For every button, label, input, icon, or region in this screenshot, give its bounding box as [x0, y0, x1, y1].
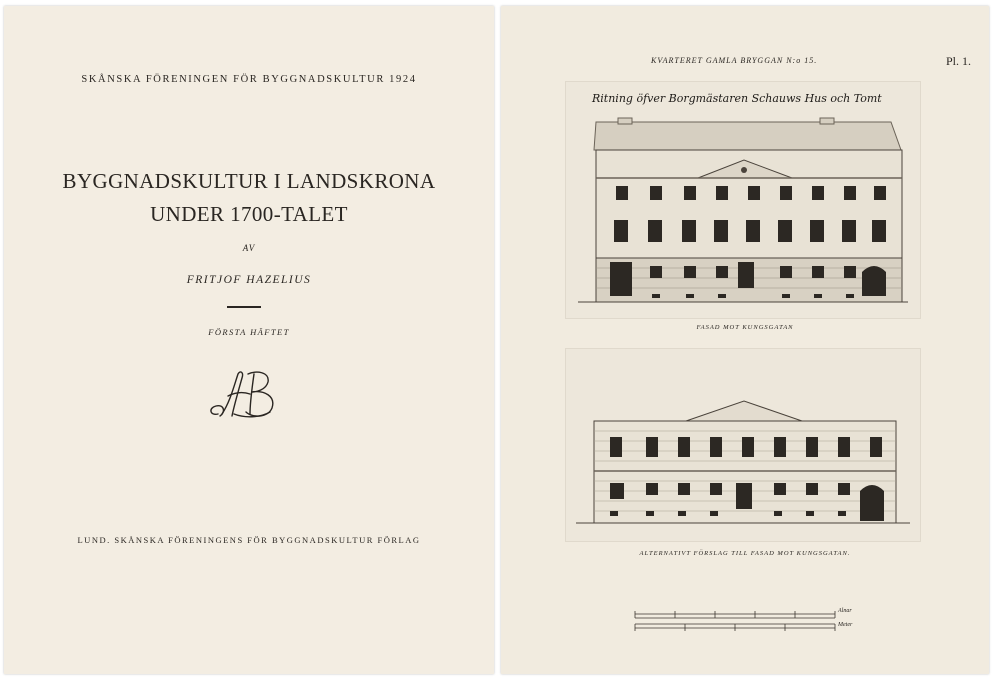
title-page — [4, 6, 494, 674]
scale-bar — [631, 604, 861, 634]
publisher-line: LUND. SKÅNSKA FÖRENINGENS FÖR BYGGNADSKULTUR FÖRLAG — [77, 535, 421, 545]
caption-1: FASAD MOT KUNGSGATAN — [696, 324, 794, 331]
caption-2: ALTERNATIVT FÖRSLAG TILL FASAD MOT KUNGSGATAN. — [639, 550, 851, 557]
scale-label-top: Alnar — [838, 608, 852, 614]
title-line-1: BYGGNADSKULTUR I LANDSKRONA — [62, 169, 436, 193]
drawing-inscription: Ritning öfver Borgmästaren Schauws Hus och Tomt — [592, 92, 882, 105]
plate-number: Pl. 1. — [945, 54, 971, 68]
facade-drawing-1 — [565, 81, 921, 319]
facade-illustration-1 — [566, 82, 920, 318]
facade-illustration-2 — [566, 349, 920, 541]
monogram-logo — [204, 368, 284, 422]
plate-header: KVARTERET GAMLA BRYGGAN N:o 15. — [651, 56, 818, 65]
divider-rule — [227, 306, 261, 308]
society-line: SKÅNSKA FÖRENINGEN FÖR BYGGNADSKULTUR 1924 — [81, 74, 417, 85]
title-line-2: UNDER 1700-TALET — [150, 202, 348, 226]
facade-drawing-2 — [565, 348, 921, 542]
volume-label: FÖRSTA HÄFTET — [208, 327, 290, 337]
by-label: AV — [242, 243, 256, 253]
plate-page — [501, 6, 989, 674]
scale-label-bottom: Meter — [838, 622, 853, 628]
author-name: FRITJOF HAZELIUS — [186, 274, 312, 286]
